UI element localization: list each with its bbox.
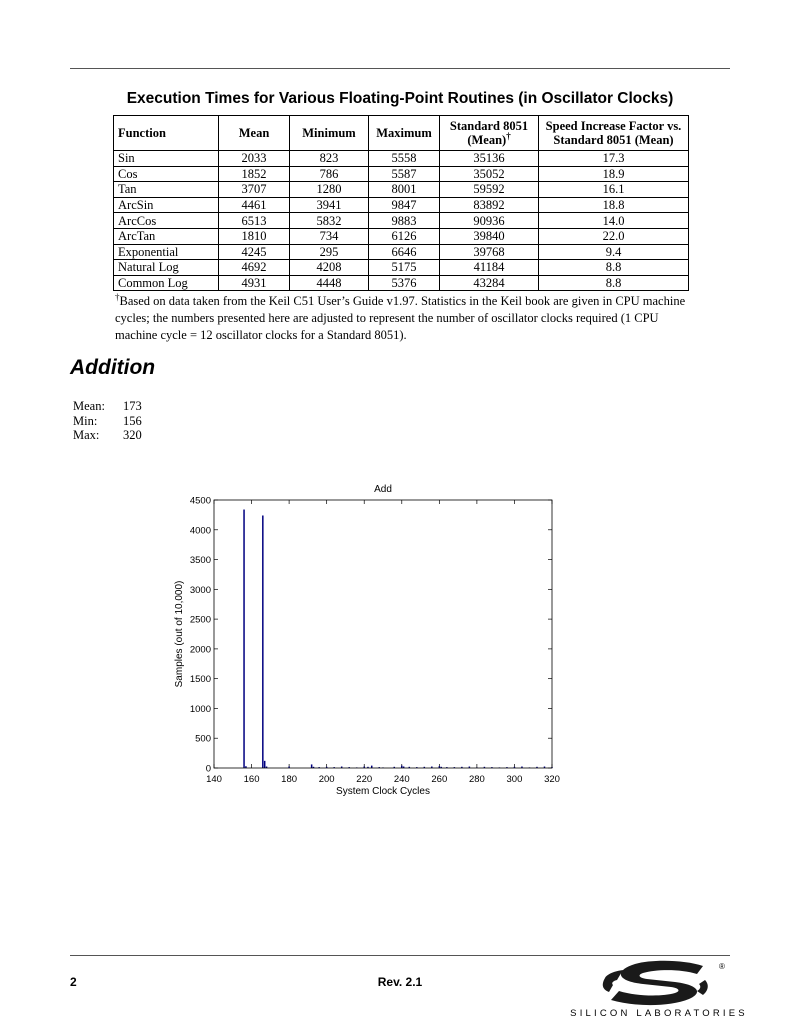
cell-min: 5832 (290, 213, 369, 229)
x-tick-label: 320 (544, 774, 560, 785)
cell-max: 5558 (369, 151, 440, 167)
cell-max: 6646 (369, 244, 440, 260)
stat-value: 320 (123, 428, 142, 442)
stat-row-min (73, 414, 142, 429)
cell-factor: 18.9 (539, 166, 689, 182)
table-row (114, 228, 689, 244)
cell-factor: 14.0 (539, 213, 689, 229)
cell-min: 734 (290, 228, 369, 244)
table-header-row (114, 116, 689, 151)
y-tick-label: 0 (205, 763, 211, 775)
table-row (114, 260, 689, 276)
cell-mean: 4931 (219, 275, 290, 291)
cell-min: 4448 (290, 275, 369, 291)
cell-mean: 4692 (219, 260, 290, 276)
x-tick-label: 160 (243, 774, 260, 785)
section-heading: Addition (70, 356, 156, 379)
y-tick-label: 4500 (189, 495, 211, 507)
table-row (114, 244, 689, 260)
y-tick-label: 3000 (189, 584, 211, 596)
plot-frame (214, 500, 552, 768)
footnote-mark: † (115, 291, 120, 302)
cell-function: Sin (114, 151, 219, 167)
cell-function: Tan (114, 182, 219, 198)
silicon-labs-logo (570, 958, 748, 1020)
cell-factor: 17.3 (539, 151, 689, 167)
cell-function: Natural Log (114, 260, 219, 276)
cell-mean: 1852 (219, 166, 290, 182)
x-tick-label: 300 (506, 774, 523, 785)
x-tick-label: 200 (318, 774, 335, 785)
header-maximum: Maximum (369, 116, 440, 151)
x-axis-label: System Clock Cycles (336, 786, 430, 797)
chart-tick-labels (190, 496, 560, 786)
cell-std: 39840 (440, 228, 539, 244)
table-row (114, 182, 689, 198)
dagger-mark: † (506, 130, 511, 141)
cell-min: 823 (290, 151, 369, 167)
table-row (114, 151, 689, 167)
header-standard-8051-line2: (Mean)† (467, 130, 511, 147)
x-tick-label: 140 (206, 774, 222, 785)
cell-std: 39768 (440, 244, 539, 260)
cell-mean: 2033 (219, 151, 290, 167)
cell-function: ArcTan (114, 228, 219, 244)
cell-mean: 6513 (219, 213, 290, 229)
header-mean: Mean (219, 116, 290, 151)
stat-row-mean (73, 399, 142, 414)
x-tick-label: 260 (431, 774, 448, 785)
addition-histogram-chart (160, 478, 580, 808)
cell-function: Cos (114, 166, 219, 182)
cell-max: 9847 (369, 197, 440, 213)
revision: Rev. 2.1 (377, 975, 423, 989)
stat-row-max (73, 428, 142, 443)
header-standard-8051-line1: Standard 8051 (449, 119, 529, 133)
cell-function: ArcCos (114, 213, 219, 229)
cell-mean: 1810 (219, 228, 290, 244)
execution-times-table (113, 115, 689, 291)
cell-mean: 4461 (219, 197, 290, 213)
cell-std: 59592 (440, 182, 539, 198)
cell-min: 1280 (290, 182, 369, 198)
cell-std: 43284 (440, 275, 539, 291)
table-row (114, 213, 689, 229)
histogram-bar (243, 510, 245, 768)
y-tick-label: 3500 (189, 555, 211, 567)
x-tick-label: 240 (393, 774, 410, 785)
header-speed-factor-line1: Speed Increase Factor vs. (545, 119, 682, 133)
cell-std: 83892 (440, 197, 539, 213)
cell-min: 786 (290, 166, 369, 182)
y-tick-label: 1000 (189, 703, 211, 715)
cell-std: 90936 (440, 213, 539, 229)
chart-title: Add (374, 484, 392, 495)
cell-factor: 8.8 (539, 260, 689, 276)
y-tick-label: 4000 (189, 525, 211, 537)
cell-std: 35136 (440, 151, 539, 167)
header-standard-8051 (440, 116, 539, 151)
cell-max: 6126 (369, 228, 440, 244)
cell-factor: 22.0 (539, 228, 689, 244)
cell-mean: 3707 (219, 182, 290, 198)
y-tick-label: 2500 (189, 614, 211, 626)
cell-function: ArcSin (114, 197, 219, 213)
header-speed-factor (539, 116, 689, 151)
cell-function: Exponential (114, 244, 219, 260)
x-tick-label: 180 (281, 774, 298, 785)
table-row (114, 197, 689, 213)
stat-value: 173 (123, 399, 142, 413)
logo-wordmark: SILICON LABORATORIES (570, 1008, 748, 1019)
chart-bars (243, 510, 552, 768)
stat-label: Mean: (73, 399, 105, 413)
x-tick-label: 280 (468, 774, 485, 785)
y-tick-label: 500 (195, 733, 211, 745)
top-rule (70, 68, 730, 69)
stat-label: Min: (73, 413, 98, 428)
cell-min: 3941 (290, 197, 369, 213)
cell-std: 41184 (440, 260, 539, 276)
chart-ticks (214, 500, 552, 768)
cell-function: Common Log (114, 275, 219, 291)
table-footnote (115, 293, 695, 344)
header-speed-factor-line2: Standard 8051 (Mean) (553, 133, 674, 147)
page-title: Execution Times for Various Floating-Point Routines (in Oscillator Clocks) (126, 90, 674, 107)
x-tick-label: 220 (356, 774, 373, 785)
table-row (114, 275, 689, 291)
stat-value: 156 (123, 413, 142, 428)
cell-max: 5175 (369, 260, 440, 276)
header-function: Function (114, 116, 219, 151)
table-row (114, 166, 689, 182)
table-body (114, 151, 689, 291)
bottom-rule (70, 955, 730, 956)
cell-factor: 9.4 (539, 244, 689, 260)
registered-mark: ® (719, 962, 725, 971)
y-axis-label: Samples (out of 10,000) (174, 580, 185, 688)
logo-mark (603, 961, 708, 1005)
cell-min: 4208 (290, 260, 369, 276)
histogram-bar (262, 515, 264, 768)
cell-max: 5376 (369, 275, 440, 291)
cell-std: 35052 (440, 166, 539, 182)
cell-factor: 8.8 (539, 275, 689, 291)
y-tick-label: 1500 (189, 674, 211, 686)
histogram-bar (311, 764, 313, 768)
cell-mean: 4245 (219, 244, 290, 260)
cell-min: 295 (290, 244, 369, 260)
header-minimum: Minimum (290, 116, 369, 151)
cell-max: 5587 (369, 166, 440, 182)
footnote-text: Based on data taken from the Keil C51 User’s Guide v1.97. Statistics in the Keil book are given in CPU machine cycles; the numbers presented here are adjusted to represent the number of oscillator clocks required (1 CPU machine cycle = 12 oscillator clocks for a Standard 8051). (115, 294, 686, 342)
page-number: 2 (70, 975, 77, 989)
stat-label: Max: (73, 428, 100, 442)
y-tick-label: 2000 (189, 644, 211, 656)
histogram-bar (264, 761, 266, 768)
cell-factor: 18.8 (539, 197, 689, 213)
cell-factor: 16.1 (539, 182, 689, 198)
addition-stats (73, 399, 142, 443)
cell-max: 8001 (369, 182, 440, 198)
cell-max: 9883 (369, 213, 440, 229)
